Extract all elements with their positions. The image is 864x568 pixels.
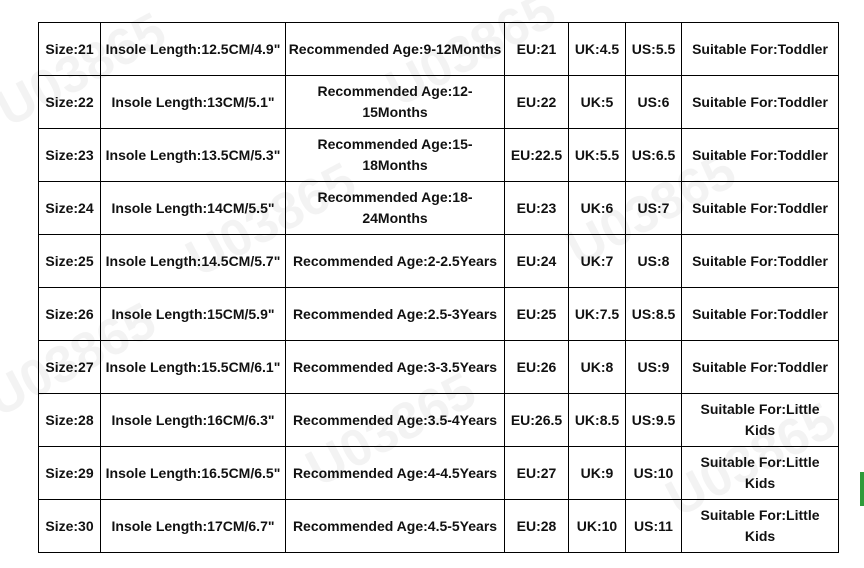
- suitable-for-cell: Suitable For:Toddler: [682, 235, 839, 288]
- eu-size-cell: EU:28: [505, 500, 569, 553]
- eu-size-cell: EU:22.5: [505, 129, 569, 182]
- suitable-for-cell: Suitable For:Toddler: [682, 129, 839, 182]
- suitable-for-cell: Suitable For:Toddler: [682, 182, 839, 235]
- uk-size-cell: UK:5.5: [569, 129, 626, 182]
- table-row: [39, 500, 839, 553]
- eu-size-cell: EU:23: [505, 182, 569, 235]
- recommended-age-cell: Recommended Age:4.5-5Years: [286, 500, 505, 553]
- suitable-for-cell: Suitable For:Toddler: [682, 341, 839, 394]
- suitable-for-cell: Suitable For:Toddler: [682, 288, 839, 341]
- recommended-age-cell: Recommended Age:12-15Months: [286, 76, 505, 129]
- size-cell: Size:22: [39, 76, 101, 129]
- us-size-cell: US:11: [626, 500, 682, 553]
- uk-size-cell: UK:7: [569, 235, 626, 288]
- uk-size-cell: UK:8: [569, 341, 626, 394]
- insole-length-cell: Insole Length:16CM/6.3": [101, 394, 286, 447]
- eu-size-cell: EU:26.5: [505, 394, 569, 447]
- uk-size-cell: UK:5: [569, 76, 626, 129]
- us-size-cell: US:9.5: [626, 394, 682, 447]
- table-row: [39, 235, 839, 288]
- us-size-cell: US:9: [626, 341, 682, 394]
- suitable-for-cell: Suitable For:Little Kids: [682, 447, 839, 500]
- size-cell: Size:28: [39, 394, 101, 447]
- recommended-age-cell: Recommended Age:9-12Months: [286, 23, 505, 76]
- eu-size-cell: EU:21: [505, 23, 569, 76]
- size-cell: Size:21: [39, 23, 101, 76]
- insole-length-cell: Insole Length:12.5CM/4.9": [101, 23, 286, 76]
- recommended-age-cell: Recommended Age:15-18Months: [286, 129, 505, 182]
- size-cell: Size:27: [39, 341, 101, 394]
- recommended-age-cell: Recommended Age:3-3.5Years: [286, 341, 505, 394]
- insole-length-cell: Insole Length:14.5CM/5.7": [101, 235, 286, 288]
- size-cell: Size:29: [39, 447, 101, 500]
- insole-length-cell: Insole Length:13CM/5.1": [101, 76, 286, 129]
- uk-size-cell: UK:10: [569, 500, 626, 553]
- insole-length-cell: Insole Length:16.5CM/6.5": [101, 447, 286, 500]
- size-chart-body: [39, 23, 839, 553]
- us-size-cell: US:8.5: [626, 288, 682, 341]
- uk-size-cell: UK:4.5: [569, 23, 626, 76]
- size-cell: Size:23: [39, 129, 101, 182]
- insole-length-cell: Insole Length:13.5CM/5.3": [101, 129, 286, 182]
- suitable-for-cell: Suitable For:Toddler: [682, 76, 839, 129]
- uk-size-cell: UK:6: [569, 182, 626, 235]
- recommended-age-cell: Recommended Age:3.5-4Years: [286, 394, 505, 447]
- us-size-cell: US:10: [626, 447, 682, 500]
- size-cell: Size:30: [39, 500, 101, 553]
- size-chart-table: [38, 22, 839, 553]
- us-size-cell: US:8: [626, 235, 682, 288]
- insole-length-cell: Insole Length:17CM/6.7": [101, 500, 286, 553]
- recommended-age-cell: Recommended Age:18-24Months: [286, 182, 505, 235]
- table-row: [39, 394, 839, 447]
- suitable-for-cell: Suitable For:Toddler: [682, 23, 839, 76]
- table-row: [39, 288, 839, 341]
- eu-size-cell: EU:22: [505, 76, 569, 129]
- table-row: [39, 182, 839, 235]
- table-row: [39, 76, 839, 129]
- recommended-age-cell: Recommended Age:2-2.5Years: [286, 235, 505, 288]
- insole-length-cell: Insole Length:15.5CM/6.1": [101, 341, 286, 394]
- insole-length-cell: Insole Length:14CM/5.5": [101, 182, 286, 235]
- uk-size-cell: UK:8.5: [569, 394, 626, 447]
- uk-size-cell: UK:9: [569, 447, 626, 500]
- us-size-cell: US:7: [626, 182, 682, 235]
- table-row: [39, 129, 839, 182]
- table-row: [39, 341, 839, 394]
- size-cell: Size:24: [39, 182, 101, 235]
- us-size-cell: US:5.5: [626, 23, 682, 76]
- size-chart-container: [38, 22, 838, 553]
- eu-size-cell: EU:24: [505, 235, 569, 288]
- suitable-for-cell: Suitable For:Little Kids: [682, 500, 839, 553]
- insole-length-cell: Insole Length:15CM/5.9": [101, 288, 286, 341]
- table-row: [39, 447, 839, 500]
- size-cell: Size:26: [39, 288, 101, 341]
- recommended-age-cell: Recommended Age:2.5-3Years: [286, 288, 505, 341]
- uk-size-cell: UK:7.5: [569, 288, 626, 341]
- eu-size-cell: EU:26: [505, 341, 569, 394]
- recommended-age-cell: Recommended Age:4-4.5Years: [286, 447, 505, 500]
- eu-size-cell: EU:27: [505, 447, 569, 500]
- suitable-for-cell: Suitable For:Little Kids: [682, 394, 839, 447]
- us-size-cell: US:6.5: [626, 129, 682, 182]
- table-row: [39, 23, 839, 76]
- eu-size-cell: EU:25: [505, 288, 569, 341]
- size-cell: Size:25: [39, 235, 101, 288]
- green-edge-marker: [860, 472, 864, 506]
- us-size-cell: US:6: [626, 76, 682, 129]
